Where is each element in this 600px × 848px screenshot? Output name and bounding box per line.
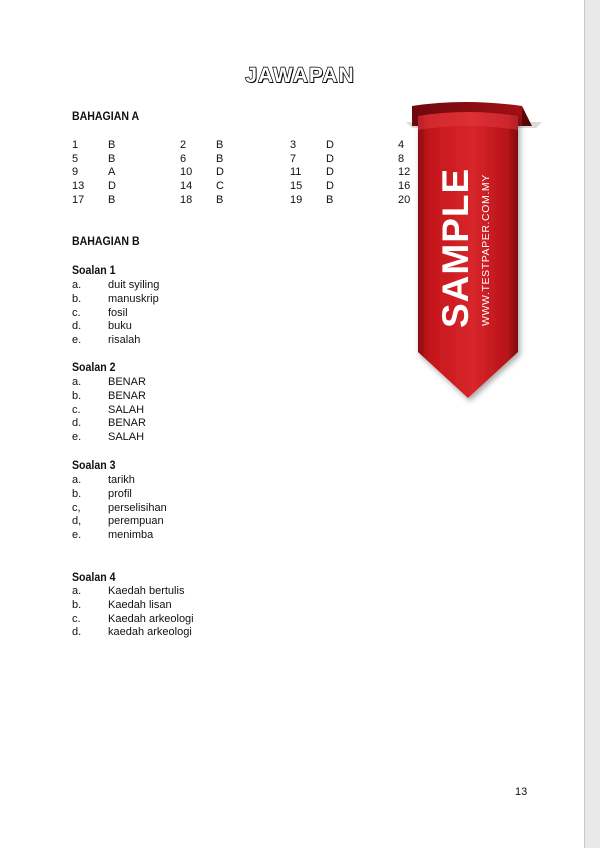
item-letter: d. (72, 417, 82, 430)
page-title: JAWAPAN (245, 64, 355, 87)
answer-choice: B (216, 152, 224, 165)
item-answer: Kaedah arkeologi (108, 612, 194, 625)
item-letter: c. (72, 306, 81, 319)
item-letter: e. (72, 334, 82, 347)
question-number: 2 (180, 139, 187, 151)
item-answer: Kaedah bertulis (108, 585, 185, 597)
item-answer: tarikh (108, 474, 135, 486)
item-letter: c, (72, 501, 81, 514)
item-answer: buku (108, 320, 132, 333)
item-letter: d, (72, 515, 82, 528)
answer-choice: B (108, 139, 116, 151)
question-number: 20 (398, 193, 411, 206)
question-number: 9 (72, 166, 79, 179)
question-number: 3 (290, 139, 297, 151)
question-number: 1 (72, 139, 79, 151)
question-number: 7 (290, 152, 297, 165)
sample-label: SAMPLE (435, 167, 476, 328)
question-number: 11 (290, 166, 302, 179)
item-answer: perselisihan (108, 501, 167, 514)
question-number: 10 (180, 166, 193, 179)
question-number: 5 (72, 152, 79, 165)
item-letter: a. (72, 376, 82, 388)
item-answer: kaedah arkeologi (108, 626, 192, 639)
question-number: 14 (180, 180, 193, 193)
answer-choice: D (326, 139, 334, 151)
website-label: WWW.TESTPAPER.COM.MY (480, 174, 492, 326)
answer-choice: D (108, 180, 116, 193)
question-title: Soalan 3 (72, 460, 116, 472)
question-number: 8 (398, 152, 405, 165)
page-number: 13 (515, 786, 528, 798)
answer-choice: B (216, 139, 224, 151)
answer-choice: B (216, 193, 224, 206)
answer-choice: B (108, 193, 116, 206)
question-number: 15 (290, 180, 303, 193)
sample-ribbon-watermark (404, 100, 544, 405)
item-answer: risalah (108, 334, 141, 347)
answer-choice: D (326, 166, 334, 179)
question-title: Soalan 1 (72, 265, 116, 277)
item-letter: e. (72, 431, 82, 444)
item-answer: Kaedah lisan (108, 598, 172, 611)
item-answer: duit syiling (108, 279, 160, 291)
answer-choice: D (216, 166, 224, 179)
question-title: Soalan 4 (72, 572, 116, 584)
item-answer: menimba (108, 529, 154, 542)
question-number: 4 (398, 139, 405, 151)
item-letter: d. (72, 626, 82, 639)
item-letter: c. (72, 403, 81, 416)
item-answer: BENAR (108, 376, 146, 388)
section-a-heading: BAHAGIAN A (72, 111, 140, 123)
answer-choice: A (108, 166, 116, 179)
answer-choice: D (326, 152, 334, 165)
question-title: Soalan 2 (72, 362, 116, 374)
answer-choice: B (326, 193, 334, 206)
item-answer: SALAH (108, 431, 145, 444)
item-letter: b. (72, 292, 82, 305)
item-letter: e. (72, 529, 82, 542)
section-b-heading: BAHAGIAN B (72, 236, 140, 248)
item-letter: a. (72, 474, 82, 486)
item-answer: BENAR (108, 389, 146, 402)
item-answer: SALAH (108, 403, 145, 416)
item-answer: BENAR (108, 417, 146, 430)
answer-choice: B (108, 152, 116, 165)
item-answer: manuskrip (108, 292, 159, 305)
item-letter: b. (72, 487, 82, 500)
question-number: 17 (72, 193, 85, 206)
question-number: 19 (290, 193, 303, 206)
item-answer: profil (108, 487, 132, 500)
question-number: 18 (180, 193, 193, 206)
item-letter: b. (72, 389, 82, 402)
question-number: 16 (398, 180, 411, 193)
item-letter: a. (72, 585, 82, 597)
question-number: 13 (72, 180, 85, 193)
item-letter: a. (72, 279, 82, 291)
item-letter: b. (72, 598, 82, 611)
answer-choice: C (216, 180, 224, 193)
question-number: 6 (180, 152, 187, 165)
item-letter: c. (72, 612, 81, 625)
item-answer: fosil (108, 306, 128, 319)
item-letter: d. (72, 320, 82, 333)
answer-choice: D (326, 180, 334, 193)
item-answer: perempuan (108, 515, 164, 528)
question-number: 12 (398, 166, 411, 179)
